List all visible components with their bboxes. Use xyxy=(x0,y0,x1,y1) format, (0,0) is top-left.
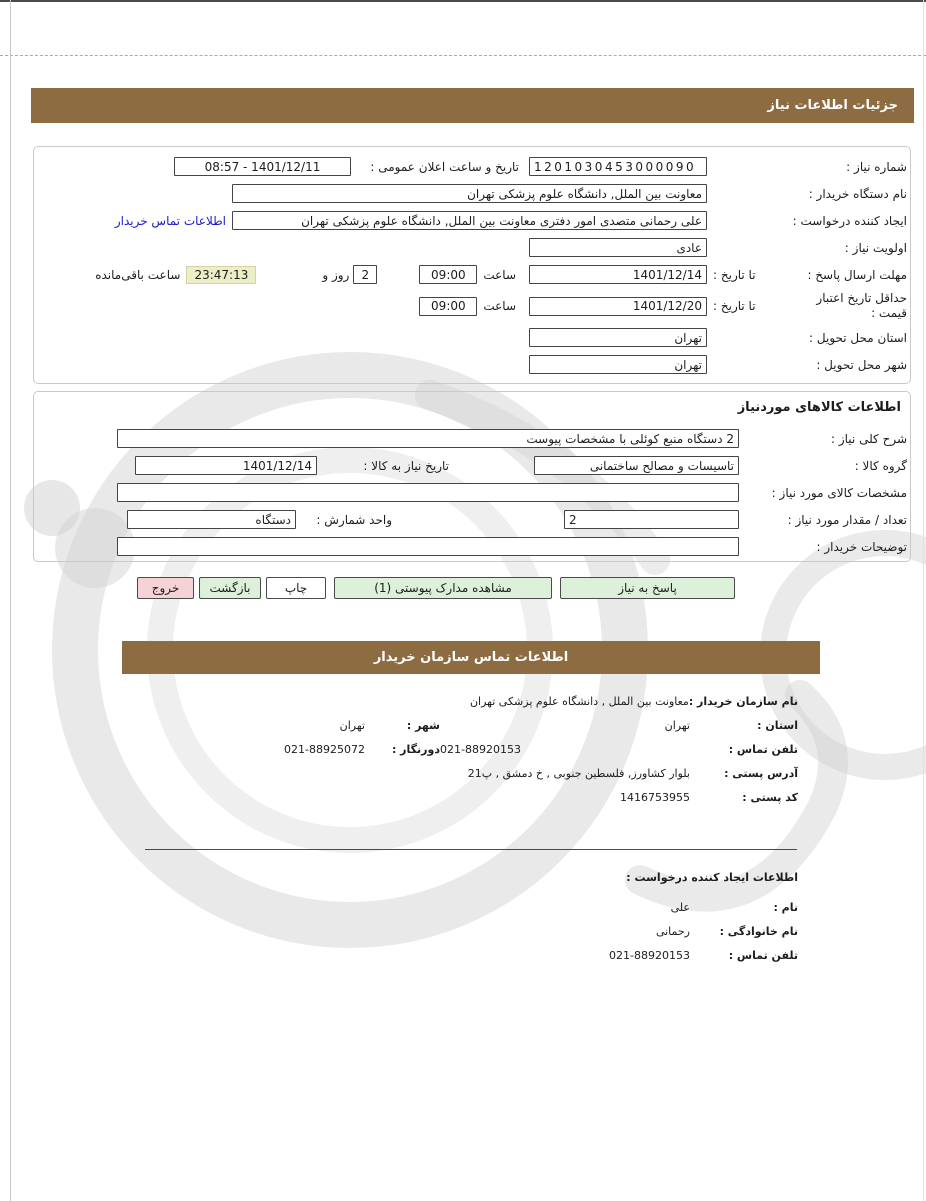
contact-city-value: تهران xyxy=(339,719,365,732)
request-number-input[interactable] xyxy=(529,157,707,176)
contact-phone-value: 021-88920153 xyxy=(440,743,521,756)
request-creator-section xyxy=(122,871,820,973)
delivery-city-row xyxy=(37,354,907,375)
request-number-row xyxy=(37,156,907,177)
buyer-notes-row xyxy=(37,536,907,557)
contact-province-value: تهران xyxy=(664,719,690,732)
goods-quantity-input[interactable] xyxy=(564,510,739,529)
creator-name-value: علی xyxy=(670,901,690,914)
creator-family-label: نام خانوادگی : xyxy=(719,925,798,938)
respond-to-need-button[interactable]: پاسخ به نیاز xyxy=(560,577,735,599)
validity-time-input[interactable] xyxy=(419,297,477,316)
days-remaining-input[interactable] xyxy=(353,265,377,284)
buyer-notes-input[interactable] xyxy=(117,537,739,556)
contact-phone-fax-row xyxy=(122,743,798,756)
creator-family-value: رحمانی xyxy=(655,925,690,938)
contact-address-value: بلوار کشاورز, فلسطین جنوبی , خ دمشق , پ21 xyxy=(467,767,690,780)
deadline-time-input[interactable] xyxy=(419,265,477,284)
priority-row xyxy=(37,237,907,258)
goods-quantity-label: تعداد / مقدار مورد نیاز : xyxy=(787,512,907,527)
price-validity-row xyxy=(37,291,907,321)
goods-specs-input[interactable] xyxy=(117,483,739,502)
request-creator-label: ایجاد کننده درخواست : xyxy=(792,213,907,228)
buyer-notes-label: توضیحات خریدار : xyxy=(816,539,907,554)
goods-specs-row xyxy=(37,482,907,503)
request-number-label: شماره نیاز : xyxy=(846,159,907,174)
contact-org-value: معاونت بین الملل , دانشگاه علوم پزشکی تهران xyxy=(469,695,689,708)
contact-address-label: آدرس پستی : xyxy=(724,767,798,780)
back-button[interactable]: بازگشت xyxy=(199,577,261,599)
until-date-label: تا تاریخ : xyxy=(713,299,756,313)
countdown-timer: 23:47:13 xyxy=(186,266,256,284)
details-header-bar xyxy=(31,88,914,123)
goods-group-label: گروه کالا : xyxy=(854,458,907,473)
days-unit-label: روز و xyxy=(322,267,350,282)
contact-city-label: شهر : xyxy=(406,719,440,732)
request-creator-input[interactable] xyxy=(232,211,707,230)
until-date-label: تا تاریخ : xyxy=(713,267,756,282)
contact-province-city-row xyxy=(122,719,798,732)
delivery-city-label: شهر محل تحویل : xyxy=(816,357,907,372)
creator-name-row xyxy=(122,901,798,914)
buyer-contact-link[interactable]: اطلاعات تماس خریدار xyxy=(114,213,226,228)
contact-postal-row xyxy=(122,791,798,804)
creator-name-label: نام : xyxy=(773,901,798,914)
goods-group-input[interactable] xyxy=(534,456,739,475)
contact-postal-label: کد پستی : xyxy=(742,791,798,804)
section-divider xyxy=(145,849,797,850)
delivery-city-input[interactable] xyxy=(529,355,707,374)
response-deadline-label: مهلت ارسال پاسخ : تا تاریخ : xyxy=(713,267,907,282)
validity-date-input[interactable] xyxy=(529,297,707,316)
contact-phone-label: تلفن تماس : xyxy=(728,743,798,756)
page-top-border xyxy=(0,0,926,2)
goods-specs-label: مشخصات کالای مورد نیاز : xyxy=(771,485,907,500)
print-button[interactable]: چاپ xyxy=(266,577,326,599)
price-validity-label: حداقل تاریخ اعتبار قیمت : تا تاریخ : xyxy=(713,291,907,320)
goods-info-panel xyxy=(33,391,911,562)
request-creator-row xyxy=(37,210,907,231)
validity-hour-label: ساعت xyxy=(483,299,516,313)
page-left-border xyxy=(10,0,11,1202)
buyer-contact-header-title: اطلاعات تماس سازمان خریدار xyxy=(373,650,569,665)
deadline-hour-label: ساعت xyxy=(483,267,516,282)
creator-phone-row xyxy=(122,949,798,962)
view-attachments-button[interactable]: مشاهده مدارک پیوستی (1) xyxy=(334,577,552,599)
delivery-province-row xyxy=(37,327,907,348)
priority-label: اولویت نیاز : xyxy=(844,240,907,255)
buyer-contact-section xyxy=(122,695,820,815)
goods-description-label: شرح کلی نیاز : xyxy=(830,431,907,446)
goods-need-date-label: تاریخ نیاز به کالا : xyxy=(363,458,449,473)
goods-description-input[interactable] xyxy=(117,429,739,448)
goods-description-row xyxy=(37,428,907,449)
buyer-org-input[interactable] xyxy=(232,184,707,203)
exit-button[interactable]: خروج xyxy=(137,577,194,599)
request-details-panel xyxy=(33,146,911,384)
buyer-org-row xyxy=(37,183,907,204)
creator-phone-value: 021-88920153 xyxy=(609,949,690,962)
announce-datetime-label: تاریخ و ساعت اعلان عمومی : xyxy=(370,159,519,174)
priority-input[interactable] xyxy=(529,238,707,257)
goods-unit-input[interactable] xyxy=(127,510,296,529)
page-right-border xyxy=(923,0,924,1202)
announce-datetime-input[interactable] xyxy=(174,157,351,176)
creator-phone-label: تلفن تماس : xyxy=(728,949,798,962)
contact-address-row xyxy=(122,767,798,780)
deadline-date-input[interactable] xyxy=(529,265,707,284)
goods-panel-title: اطلاعات کالاهای موردنیاز xyxy=(737,400,901,415)
buyer-contact-header-bar xyxy=(122,641,820,674)
contact-province-label: استان : xyxy=(757,719,798,732)
delivery-province-input[interactable] xyxy=(529,328,707,347)
contact-org-row xyxy=(122,695,798,708)
creator-family-row xyxy=(122,925,798,938)
details-header-title: جزئیات اطلاعات نیاز xyxy=(767,98,898,113)
goods-need-date-input[interactable] xyxy=(135,456,317,475)
dotted-separator xyxy=(0,55,926,56)
response-deadline-row xyxy=(37,264,907,285)
creator-section-title: اطلاعات ایجاد کننده درخواست : xyxy=(626,871,798,884)
contact-org-label: نام سازمان خریدار : xyxy=(688,695,798,708)
buyer-org-label: نام دستگاه خریدار : xyxy=(808,186,907,201)
goods-group-row xyxy=(37,455,907,476)
contact-fax-value: 021-88925072 xyxy=(284,743,365,756)
hours-remaining-label: ساعت باقی‌مانده xyxy=(95,267,181,282)
goods-unit-label: واحد شمارش : xyxy=(316,512,392,527)
contact-postal-value: 1416753955 xyxy=(620,791,690,804)
goods-quantity-row xyxy=(37,509,907,530)
action-buttons-bar xyxy=(137,577,735,599)
contact-fax-label: دورنگار : xyxy=(391,743,440,756)
delivery-province-label: استان محل تحویل : xyxy=(809,330,907,345)
